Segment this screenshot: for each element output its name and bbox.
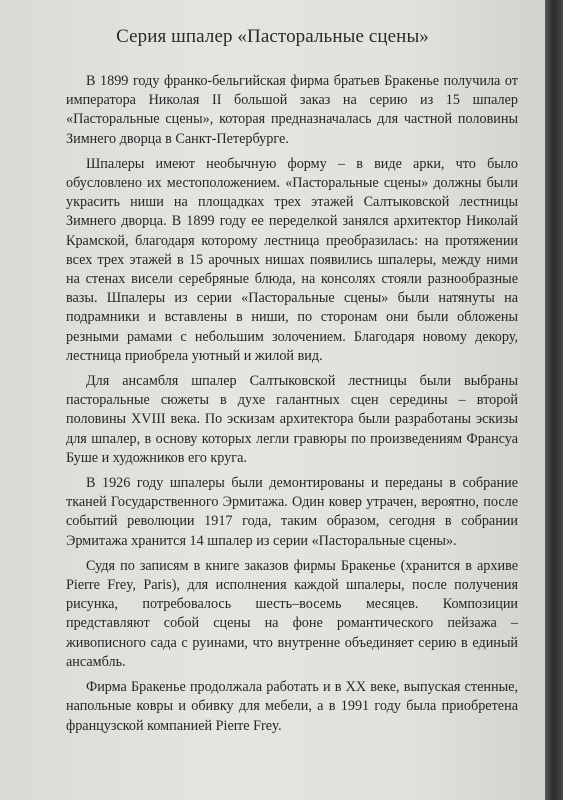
paragraph-hermitage: В 1926 году шпалеры были демонтированы и переданы в собрание тканей Государственного Эрмитажа. Один ковер утрачен, вероятно, после событий революции 1917 года, таким образом, сегодня в собрании Эрмитажа хранится 14 шпалер из серии «Пасторальные сцены». (66, 475, 518, 549)
paragraph-staircase: Шпалеры имеют необычную форму – в виде арки, что было обусловлено их местоположением. «Пасторальные сцены» должны были украсить ниши на площадках трех этажей Салтыковской лестницы Зимнего дворца. В 1899 году ее переделкой занялся архитектор Николай Крамской, благодаря которому лестница преобразилась: на протяжении всех трех этажей в 15 арочных нишах появились шпалеры, между ними на стенах висели серебряные блюда, на консолях стояли разнообразные вазы. Шпалеры из серии «Пасторальные сцены» были натянуты на подрамники и вставлены в ниши, по сторонам они были обложены резными рамами с небольшим золочением. Благодаря новому декору, лестница приобрела уютный и жилой вид. (66, 155, 518, 364)
paragraph-subjects: Для ансамбля шпалер Салтыковской лестницы были выбраны пасторальные сюжеты в духе галантных сцен середины – второй половины XVIII века. По эскизам архитектора были разработаны эскизы для шпалер, в основу которых легли гравюры по произведениям Франсуа Буше и художников его круга. (66, 373, 518, 466)
panel-edge-shadow (545, 0, 563, 800)
panel-body (66, 72, 518, 742)
paragraph-order: В 1899 году франко-бельгийская фирма братьев Бракенье получила от императора Николая II большой заказ на серию из 15 шпалер «Пасторальные сцены», которая предназначалась для частной половины Зимнего дворца в Санкт-Петербурге. (66, 73, 518, 147)
panel-title: Серия шпалер «Пасторальные сцены» (116, 26, 429, 47)
paragraph-company: Фирма Бракенье продолжала работать и в XX веке, выпуская стенные, напольные ковры и обивку для мебели, а в 1991 году была приобретена французской компанией Pierre Frey. (66, 679, 518, 734)
paragraph-archive: Судя по записям в книге заказов фирмы Бракенье (хранится в архиве Pierre Frey, Paris), для исполнения каждой шпалеры, после получения рисунка, потребовалось шесть–восемь месяцев. Композиции представляют собой сцены на фоне романтического пейзажа – живописного сада с руинами, что внутренне объединяет серию в единый ансамбль. (66, 557, 518, 670)
